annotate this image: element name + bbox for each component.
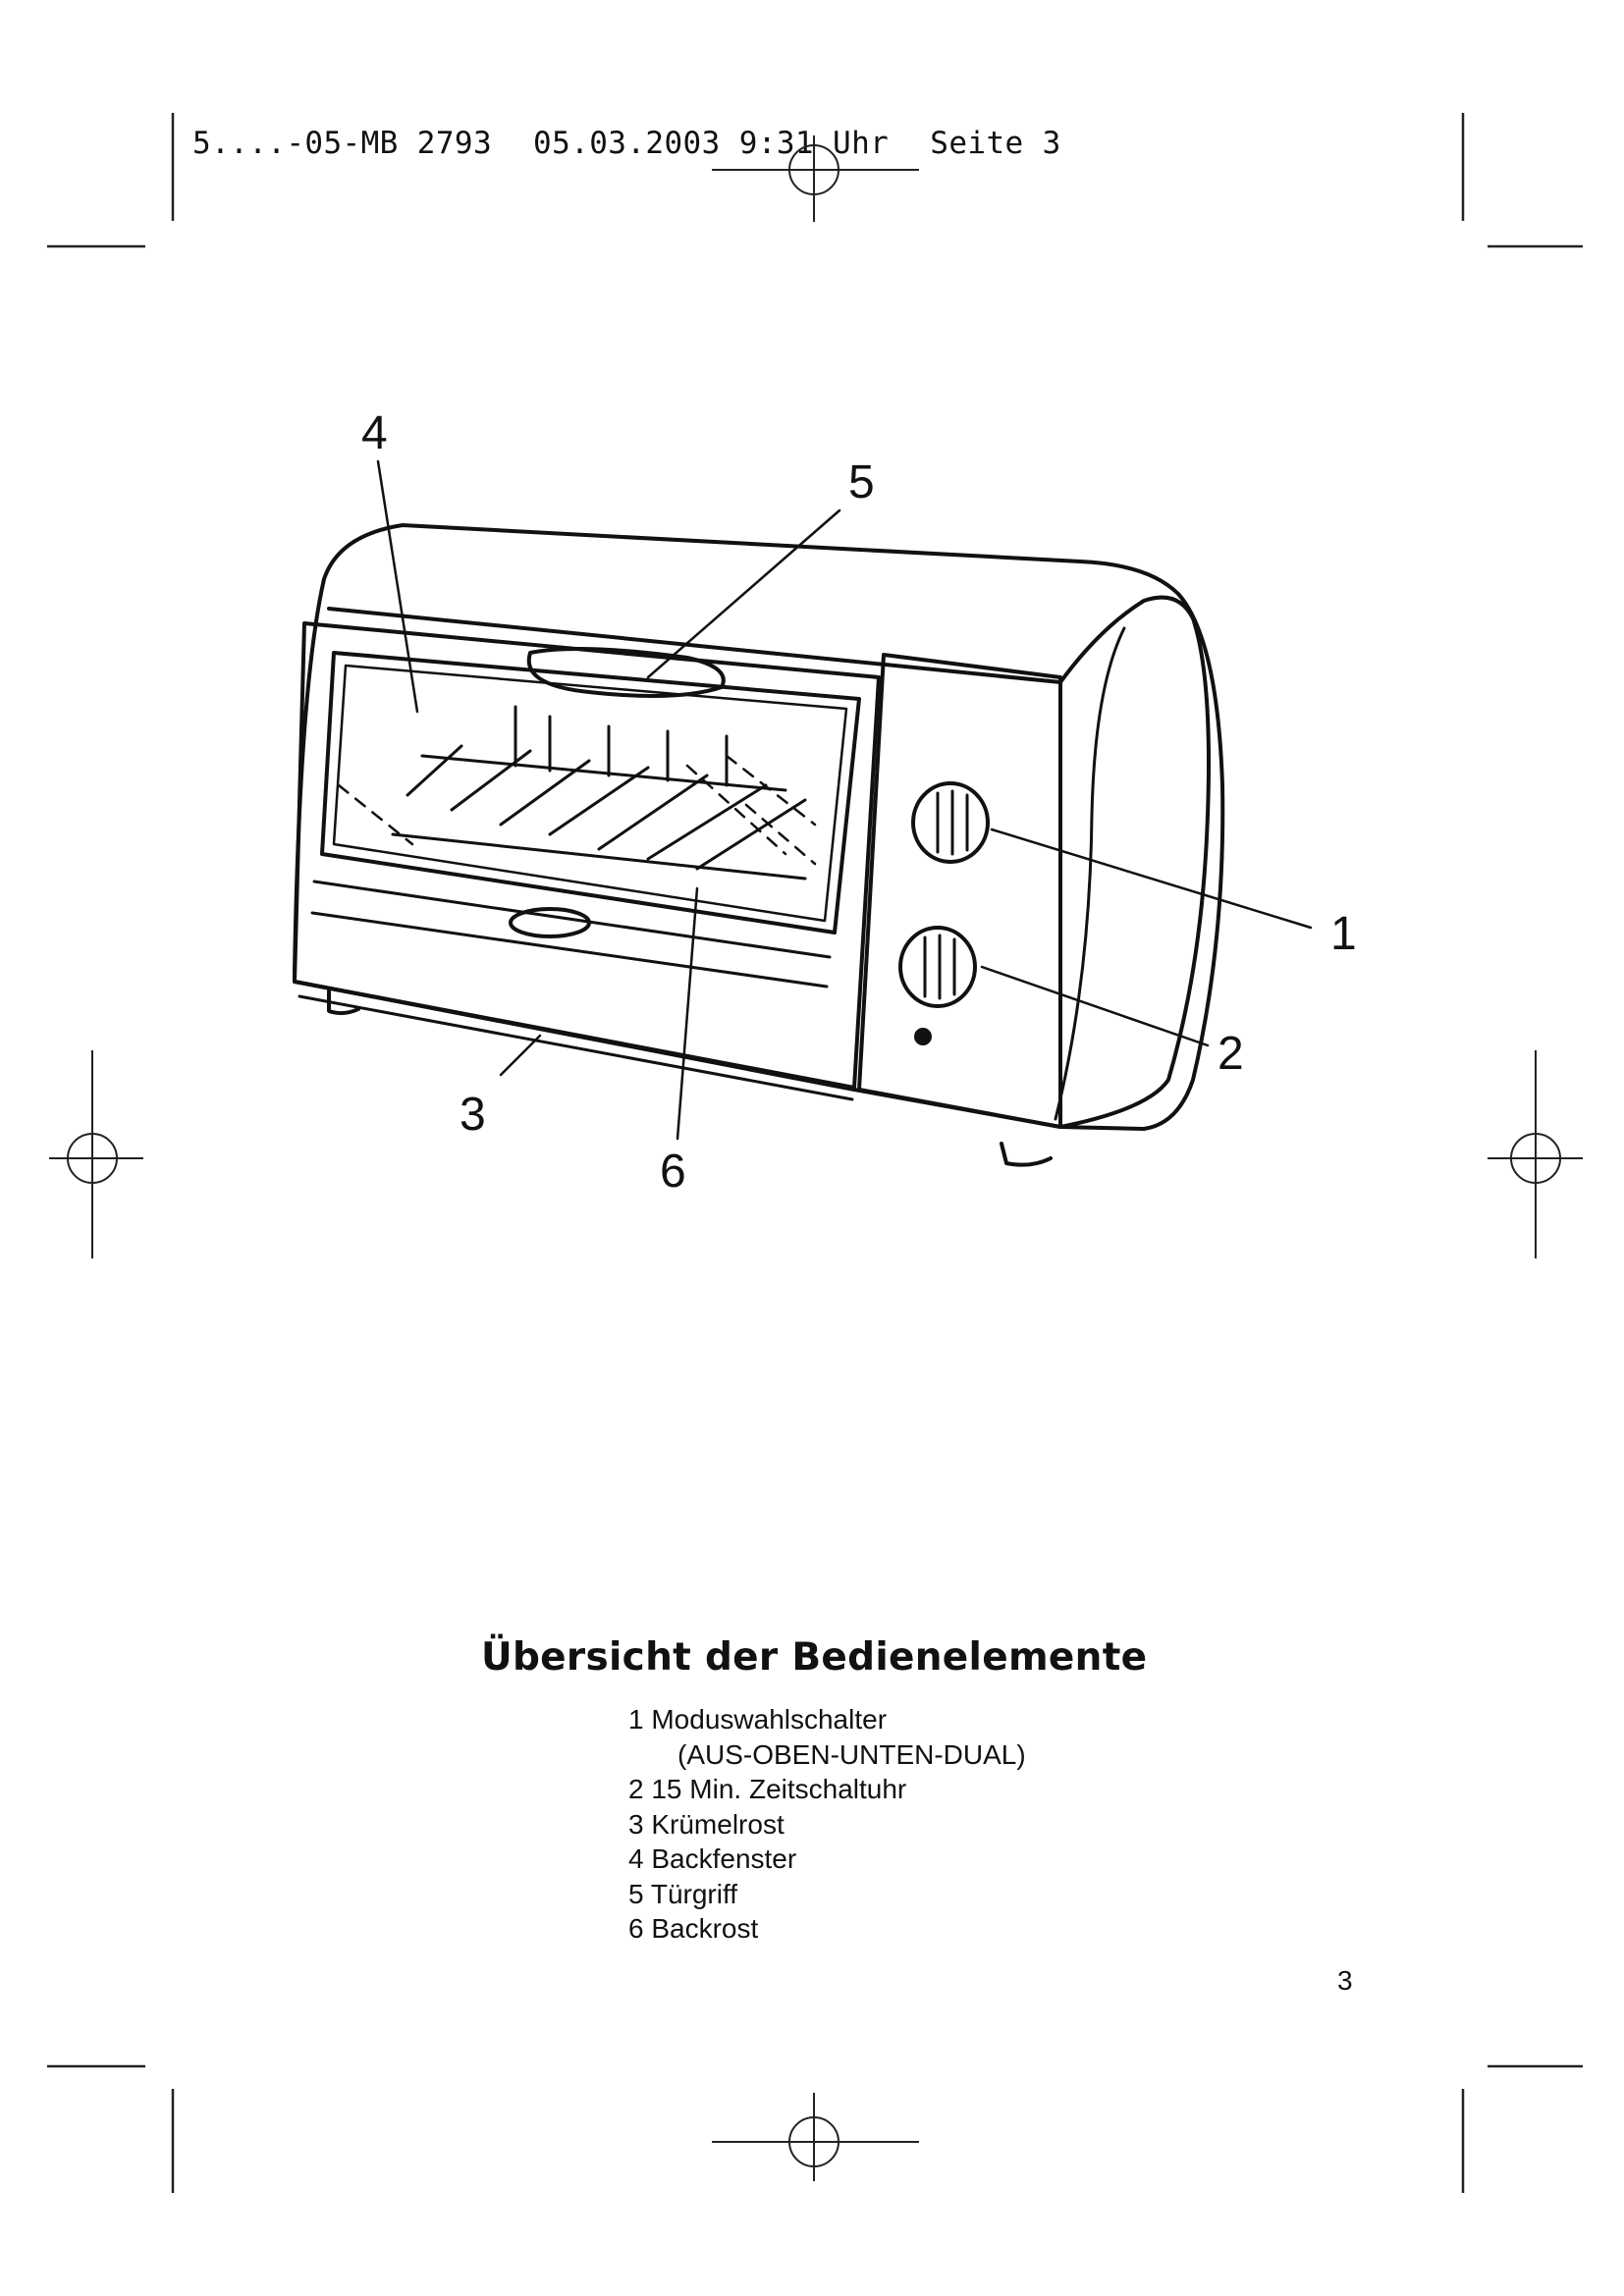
legend-item [628,1842,1026,1877]
slug-file-code: 5....-05-MB 2793 [192,126,493,161]
slug-date-time: 05.03.2003 9:31 Uhr [533,126,890,161]
timer-knob [900,928,975,1006]
legend-item [628,1911,1026,1947]
legend-item [628,1702,1026,1772]
oven-body-outline [324,525,1222,1129]
leader-line-3 [501,1036,540,1075]
legend-item-number: 6 [628,1913,644,1944]
legend-item-number: 3 [628,1808,644,1840]
legend-item-number: 5 [628,1878,644,1909]
legend-item-label: Krümelrost [651,1808,785,1840]
mode-selector-knob [913,783,988,862]
oven-foot-right [1001,1144,1051,1165]
legend-list [628,1702,1026,1947]
legend-item-number: 1 [628,1704,644,1735]
legend-item-label: Moduswahlschalter [651,1704,888,1735]
leader-line-1 [992,829,1311,928]
control-panel [859,655,1060,1127]
legend-item-label: Türgriff [650,1878,738,1909]
legend-item-number: 2 [628,1774,644,1804]
door-window [322,653,859,933]
rack-dashed-lines [339,756,815,864]
callout-5: 5 [848,456,875,508]
leader-line-2 [982,967,1208,1045]
legend-item-sub: (AUS-OBEN-UNTEN-DUAL) [677,1738,1026,1770]
window-handle [511,909,589,936]
crumb-tray-edge [299,996,852,1099]
callout-6: 6 [660,1146,686,1198]
legend-title: Übersicht der Bedienelemente [481,1635,1148,1680]
slug-page-label: Seite 3 [930,126,1061,161]
legend-item-label: Backrost [651,1913,759,1944]
callout-2: 2 [1218,1028,1244,1080]
legend-item-number: 4 [628,1843,644,1874]
legend-item-label: Backfenster [651,1843,797,1874]
page-number: 3 [1337,1965,1353,1996]
indicator-light [916,1030,930,1043]
legend-item [628,1807,1026,1842]
baking-rack [393,707,805,879]
leader-line-4 [378,461,417,712]
callout-4: 4 [361,407,388,459]
oven-right-end-inner [1056,628,1124,1119]
callout-1: 1 [1330,908,1357,960]
oven-top-front-edge [329,609,1060,682]
callout-3: 3 [460,1089,486,1141]
legend-item-label: 15 Min. Zeitschaltuhr [651,1774,907,1804]
door-lower-strip-2 [312,913,827,987]
leader-line-6 [677,888,697,1139]
oven-right-end [1060,598,1209,1127]
legend-item [628,1877,1026,1912]
legend-item [628,1772,1026,1807]
